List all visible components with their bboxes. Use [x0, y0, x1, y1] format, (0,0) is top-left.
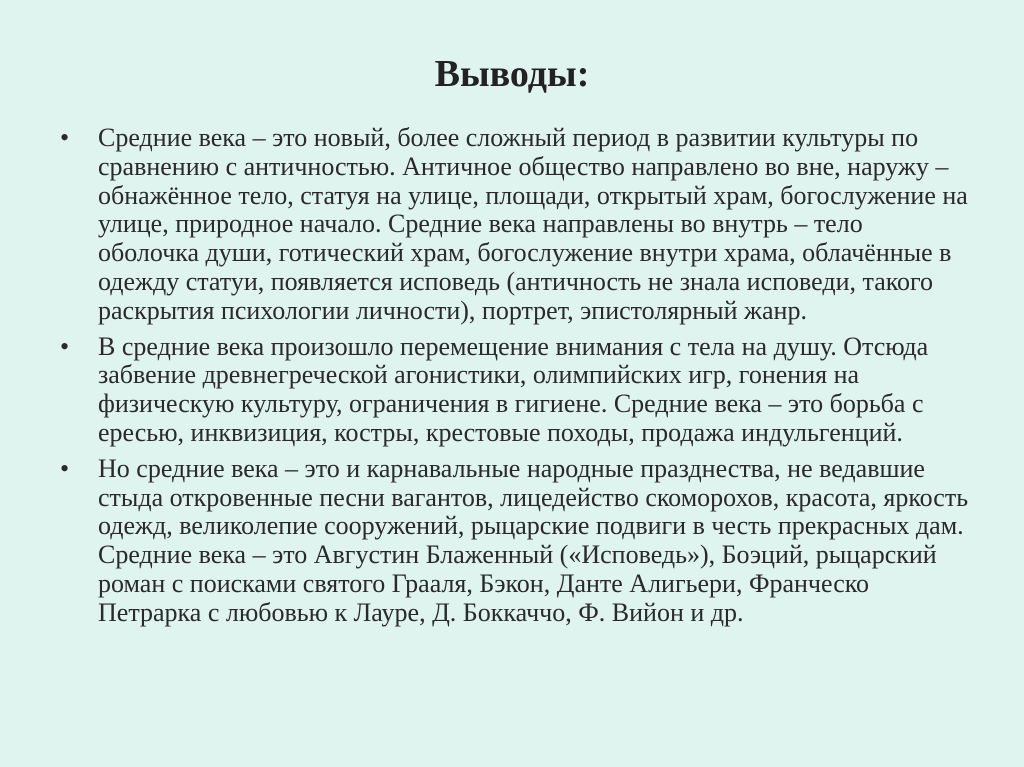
bullet-icon: •	[60, 331, 70, 361]
bullet-item-2	[60, 333, 970, 448]
bullet-item-1	[60, 124, 970, 326]
bullet-icon: •	[60, 123, 70, 152]
bullet-text: Средние века – это новый, более сложный период в развитии культуры по сравнению с античностью. Античное общество направлено во вне, наружу – обнажённое тело, статуя на улице, площади, открытый храм, богослужение на улице, природное начало. Средние века направлены во внутрь – тело оболочка души, готический храм, богослужение внутри храма, облачённые в одежду статуи, появляется исповедь (античность не знала исповеди, такого раскрытия психологии личности), портрет, эпистолярный жанр.	[98, 123, 968, 325]
bullet-item-3	[60, 455, 970, 628]
bullet-text: Но средние века – это и карнавальные народные празднества, не ведавшие стыда откровенные песни вагантов, лицедейство скоморохов, красота, яркость одежд, великолепие сооружений, рыцарские подвиги в честь прекрасных дам. Средние века – это Августин Блаженный («Исповедь»), Боэций, рыцарский роман с поисками святого Грааля, Бэкон, Данте Алигьери, Франческо Петрарка с любовью к Лауре, Д. Боккаччо, Ф. Вийон и др.	[98, 453, 969, 627]
slide-title: Выводы:	[434, 53, 590, 95]
bullet-icon: •	[60, 453, 70, 483]
bullet-list	[60, 124, 970, 635]
bullet-text: В средние века произошло перемещение внимания с тела на душу. Отсюда забвение древнегреческой агонистики, олимпийских игр, гонения на физическую культуру, ограничения в гигиене. Средние века – это борьба с ересью, инквизиция, костры, крестовые походы, продажа индульгенций.	[98, 331, 929, 447]
